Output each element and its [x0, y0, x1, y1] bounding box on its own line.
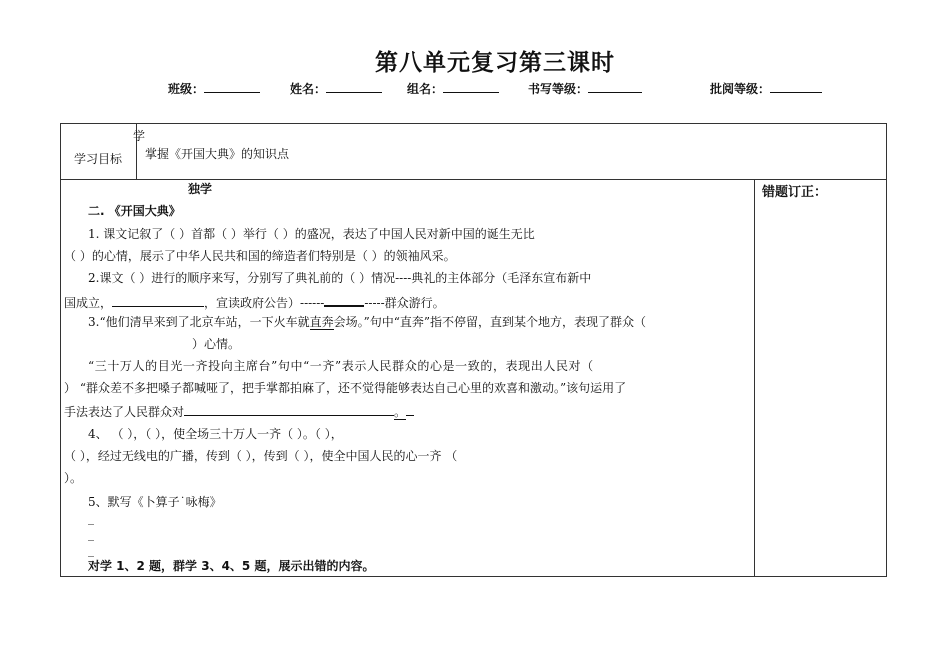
writing-blank[interactable] [588, 80, 642, 93]
question-3b-line-3 [64, 402, 414, 420]
group-field [407, 80, 499, 96]
question-3-line-2: ）心情。 [192, 337, 241, 351]
dictation-line-1[interactable]: _ [88, 511, 94, 525]
question-3b-prefix: 手法表达了人民群众对 [64, 405, 185, 419]
question-3b-blank[interactable] [184, 402, 394, 416]
objective-label: 学习目标 [74, 152, 123, 166]
question-2-suffix: -----群众游行。 [364, 296, 445, 310]
question-3-suffix: 会场。”句中“直奔”指不停留，直到某个地方，表现了群众（ [333, 315, 647, 329]
table-bottom-border [60, 576, 887, 577]
table-row-divider [60, 179, 887, 180]
name-blank[interactable] [326, 80, 382, 93]
class-blank[interactable] [204, 80, 260, 93]
table-top-border [60, 123, 887, 124]
group-blank[interactable] [443, 80, 499, 93]
footer-instruction: 对学 1、2 题，群学 3、4、5 题，展示出错的内容。 [88, 559, 375, 573]
writing-label: 书写等级： [528, 82, 589, 96]
question-3-underlined-word: 直奔 [309, 315, 334, 329]
objective-text: 掌握《开国大典》的知识点 [145, 147, 290, 161]
question-2-blank-1[interactable] [112, 293, 204, 307]
name-field [290, 80, 382, 96]
question-5-label: 5、默写《卜算子˙咏梅》 [88, 495, 222, 509]
question-3b-line-2: ） “群众差不多把嗓子都喊哑了，把手掌都拍麻了，还不觉得能够表达自己心里的欢喜和激动。”该句运用了 [64, 381, 627, 395]
question-4-line-1: 4、 （ ），（ ），使全场三十万人一齐（ ）。（ ）， [88, 427, 343, 441]
question-3-line-1 [88, 314, 646, 330]
correction-column-divider [754, 179, 755, 577]
review-field [710, 80, 822, 96]
table-right-border [886, 123, 887, 577]
table-left-border [60, 123, 61, 577]
question-3b-period: 。 [394, 405, 407, 419]
page-title: 第八单元复习第三课时 [375, 50, 615, 76]
question-4-line-2: （ ），经过无线电的广播，传到（ ），传到（ ），使全中国人民的心一齐 （ [64, 449, 458, 463]
objective-small-mark: 学 [133, 129, 146, 143]
review-blank[interactable] [770, 80, 822, 93]
question-2-middle: ，宣读政府公告）------ [204, 296, 325, 310]
question-2-prefix: 国成立， [64, 296, 113, 310]
question-4-line-3: ）。 [64, 471, 83, 485]
section-heading: 二. 《开国大典》 [88, 204, 181, 218]
correction-label: 错题订正： [762, 185, 828, 200]
class-label: 班级： [168, 82, 205, 96]
dictation-line-2[interactable]: _ [88, 527, 94, 541]
dictation-line-3[interactable]: _ [88, 543, 94, 557]
duxue-label: 独学 [188, 182, 213, 196]
question-3b-line-1: “三十万人的目光一齐投向主席台”句中“一齐”表示人民群众的心是一致的，表现出人民对（ [88, 359, 594, 373]
question-2-line-2 [64, 292, 445, 311]
question-2-line-1: 2.课文（ ）进行的顺序来写，分别写了典礼前的（ ）情况----典礼的主体部分（毛泽东宣布新中 [88, 271, 592, 285]
class-field [168, 80, 260, 96]
question-2-blank-2[interactable] [324, 292, 364, 307]
name-label: 姓名： [290, 82, 327, 96]
question-3b-underline-tail [406, 402, 414, 416]
question-1-line-2: （ ）的心情，展示了中华人民共和国的缔造者们特别是（ ）的领袖风采。 [64, 249, 456, 263]
writing-field [528, 80, 642, 96]
question-1-line-1: 1. 课文记叙了（ ）首都（ ）举行（ ）的盛况，表达了中国人民对新中国的诞生无比 [88, 227, 535, 241]
review-label: 批阅等级： [710, 82, 771, 96]
question-3-prefix: 3.“他们清早来到了北京车站，一下火车就 [88, 315, 310, 329]
group-label: 组名： [407, 82, 444, 96]
